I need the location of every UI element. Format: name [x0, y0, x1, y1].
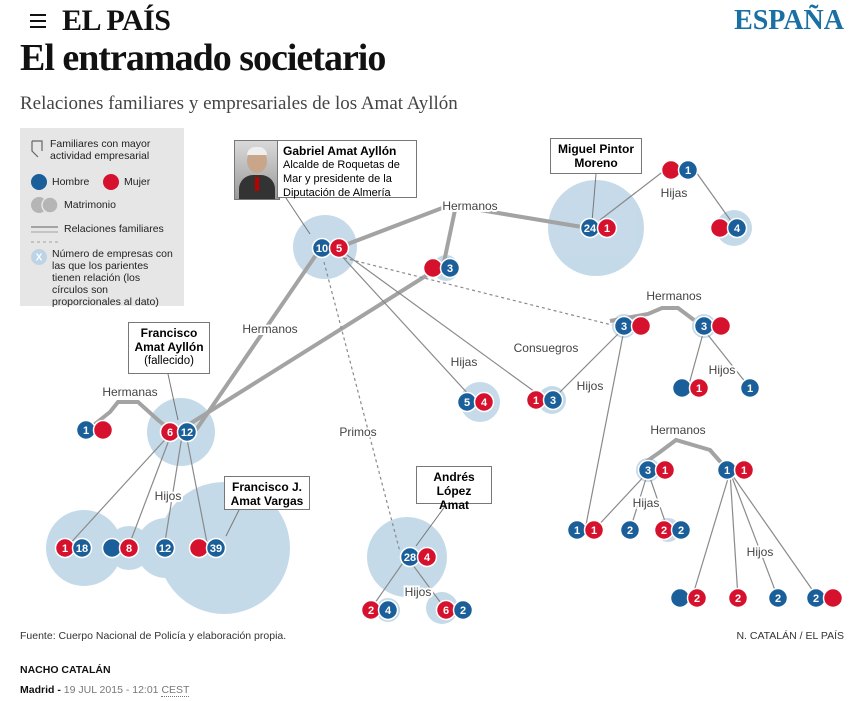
graphic-credit: N. CATALÁN / EL PAÍS: [736, 630, 844, 642]
hijo-f-node: [103, 539, 122, 558]
andres-hijo-node: [379, 601, 398, 620]
svg-text:1: 1: [603, 223, 611, 235]
consuegros-label: Consuegros: [513, 341, 579, 355]
svg-text:24: 24: [583, 223, 597, 235]
svg-text:1: 1: [573, 525, 581, 537]
c2-wife-node: [735, 461, 754, 480]
hija-1-node: [679, 161, 698, 180]
c2-hijo-node: [672, 521, 691, 540]
gabriel-label-box: Gabriel Amat Ayllón Alcalde de Roquetas de Mar y presidente de la Diputación de Almería: [277, 140, 417, 198]
svg-text:2: 2: [459, 605, 467, 617]
svg-text:4: 4: [733, 223, 741, 235]
hermanos-label-4: Hermanos: [650, 423, 706, 437]
hijo-f-node: [120, 539, 139, 558]
primos-label: Primos: [339, 425, 377, 439]
man-circle-icon: [30, 173, 48, 191]
hermanas-label: Hermanas: [102, 385, 158, 399]
article-subtitle: Relaciones familiares y empresariales de los Amat Ayllón: [20, 93, 458, 114]
c1-hijo-node: [741, 379, 760, 398]
svg-text:4: 4: [384, 605, 392, 617]
svg-text:10: 10: [315, 243, 329, 255]
svg-text:1: 1: [740, 465, 748, 477]
svg-text:3: 3: [644, 465, 652, 477]
svg-text:39: 39: [209, 543, 223, 555]
site-logo[interactable]: EL PAÍS: [62, 4, 171, 37]
hermanos-label-2: Hermanos: [242, 322, 298, 336]
svg-text:5: 5: [463, 397, 471, 409]
c2-hijo-node: [655, 521, 674, 540]
svg-text:2: 2: [734, 593, 742, 605]
andres-hijo-node: [454, 601, 473, 620]
hija-g-node: [475, 393, 494, 412]
svg-text:3: 3: [549, 395, 557, 407]
svg-text:4: 4: [480, 397, 488, 409]
svg-text:1: 1: [684, 165, 692, 177]
company-count-icon: [30, 248, 48, 266]
svg-text:1: 1: [590, 525, 598, 537]
miguel-node: [581, 219, 600, 238]
svg-text:1: 1: [532, 395, 540, 407]
legend: [20, 128, 184, 306]
gabriel-wife-node: [330, 239, 349, 258]
c1-hijo-node: [673, 379, 692, 398]
svg-text:6: 6: [166, 427, 174, 439]
svg-text:1: 1: [82, 425, 90, 437]
andres-node: [401, 548, 420, 567]
andres-label-box: Andrés López Amat: [416, 466, 492, 504]
svg-text:18: 18: [75, 543, 89, 555]
woman-circle-icon: [102, 173, 120, 191]
hijos-label-3: Hijos: [404, 585, 432, 599]
author-byline[interactable]: NACHO CATALÁN: [20, 664, 111, 676]
consuegro-wife-node: [712, 317, 731, 336]
hija-g-node: [458, 393, 477, 412]
c2-hijo-node: [824, 589, 843, 608]
consuegro-node: [695, 317, 714, 336]
hijo-f-node: [190, 539, 209, 558]
hija-2-node: [728, 219, 747, 238]
francisco-node: [178, 423, 197, 442]
svg-text:12: 12: [180, 427, 194, 439]
svg-text:2: 2: [660, 525, 668, 537]
miguel-wife-node: [598, 219, 617, 238]
hijos-label-1: Hijos: [576, 379, 604, 393]
c2-node: [639, 461, 658, 480]
c2-hijo-node: [688, 589, 707, 608]
hijo-f-node: [56, 539, 75, 558]
hijas-label-3: Hijas: [632, 496, 660, 510]
svg-text:1: 1: [61, 543, 69, 555]
c1-hijo-node: [690, 379, 709, 398]
francisco-label-box: Francisco Amat Ayllón (fallecido): [128, 322, 210, 374]
francisco-j-node: [207, 539, 226, 558]
marriage-icon: [30, 196, 60, 214]
sibling-wife-node: [424, 259, 443, 278]
sibling-node: [441, 259, 460, 278]
francisco-wife-node: [161, 423, 180, 442]
c2-node: [718, 461, 737, 480]
source-note: Fuente: Cuerpo Nacional de Policía y elaboración propia.: [20, 630, 287, 642]
svg-text:2: 2: [367, 605, 375, 617]
legend-key-man: Hombre: [30, 173, 89, 191]
c2-hijo-node: [729, 589, 748, 608]
svg-text:6: 6: [442, 605, 450, 617]
section-link[interactable]: ESPAÑA: [734, 5, 844, 36]
svg-text:2: 2: [693, 593, 701, 605]
svg-text:2: 2: [626, 525, 634, 537]
legend-key-companies: X Número de empresas con las que los parientes tienen relación (los círculos son proporcionales al dato): [30, 248, 178, 308]
svg-text:2: 2: [812, 593, 820, 605]
legend-key-marriage: Matrimonio: [30, 196, 116, 214]
hijos-label-5: Hijos: [746, 545, 774, 559]
svg-text:3: 3: [620, 321, 628, 333]
c2-hijo-node: [621, 521, 640, 540]
bracket-icon: [30, 139, 46, 161]
andres-hijo-node: [362, 601, 381, 620]
consuegro-wife-node: [632, 317, 651, 336]
legend-key-relations: Relaciones familiares: [30, 222, 164, 236]
legend-key-woman: Mujer: [102, 173, 150, 191]
c2-hijo-node: [568, 521, 587, 540]
svg-text:8: 8: [125, 543, 133, 555]
relation-line-icon: [30, 222, 60, 236]
svg-text:2: 2: [774, 593, 782, 605]
andres-hijo-node: [437, 601, 456, 620]
hija-node: [711, 219, 730, 238]
svg-text:1: 1: [661, 465, 669, 477]
consuegro-node: [615, 317, 634, 336]
hijas-label-2: Hijas: [450, 355, 478, 369]
legend-key-activity: Familiares con mayor actividad empresarial: [30, 138, 180, 162]
article-title: El entramado societario: [20, 37, 386, 79]
hermanos-label-3: Hermanos: [646, 289, 702, 303]
svg-text:4: 4: [423, 552, 431, 564]
hijos-label-4: Hijos: [708, 363, 736, 377]
c2-hijo-node: [585, 521, 604, 540]
svg-text:28: 28: [403, 552, 417, 564]
hijos-label-2: Hijos: [154, 489, 182, 503]
hermana-node: [94, 421, 113, 440]
legend-key-dashed: [30, 238, 60, 246]
hermana-node: [77, 421, 96, 440]
miguel-label-box: Miguel Pintor Moreno: [550, 138, 642, 174]
svg-text:12: 12: [158, 543, 172, 555]
gabriel-node: [313, 239, 332, 258]
c2-hijo-node: [769, 589, 788, 608]
svg-text:5: 5: [335, 243, 343, 255]
hijas-label-1: Hijas: [660, 186, 688, 200]
c2-wife-node: [656, 461, 675, 480]
francisco-j-label-box: Francisco J. Amat Vargas: [224, 476, 310, 510]
svg-text:3: 3: [700, 321, 708, 333]
svg-text:3: 3: [446, 263, 454, 275]
hijo-g-node: [527, 391, 546, 410]
svg-text:2: 2: [677, 525, 685, 537]
c2-hijo-node: [671, 589, 690, 608]
andres-wife-node: [418, 548, 437, 567]
gabriel-photo: [234, 140, 280, 200]
hijo-f-node: [73, 539, 92, 558]
c2-hijo-node: [807, 589, 826, 608]
hijo-g-node: [544, 391, 563, 410]
svg-text:1: 1: [695, 383, 703, 395]
svg-text:X: X: [35, 252, 43, 264]
svg-text:1: 1: [723, 465, 731, 477]
dashed-line-icon: [30, 238, 60, 246]
dateline: Madrid - 19 JUL 2015 - 12:01 CEST: [20, 684, 190, 696]
hijo-f-node: [156, 539, 175, 558]
hermanos-label-1: Hermanos: [442, 199, 498, 213]
hija-node: [662, 161, 681, 180]
svg-text:1: 1: [746, 383, 754, 395]
